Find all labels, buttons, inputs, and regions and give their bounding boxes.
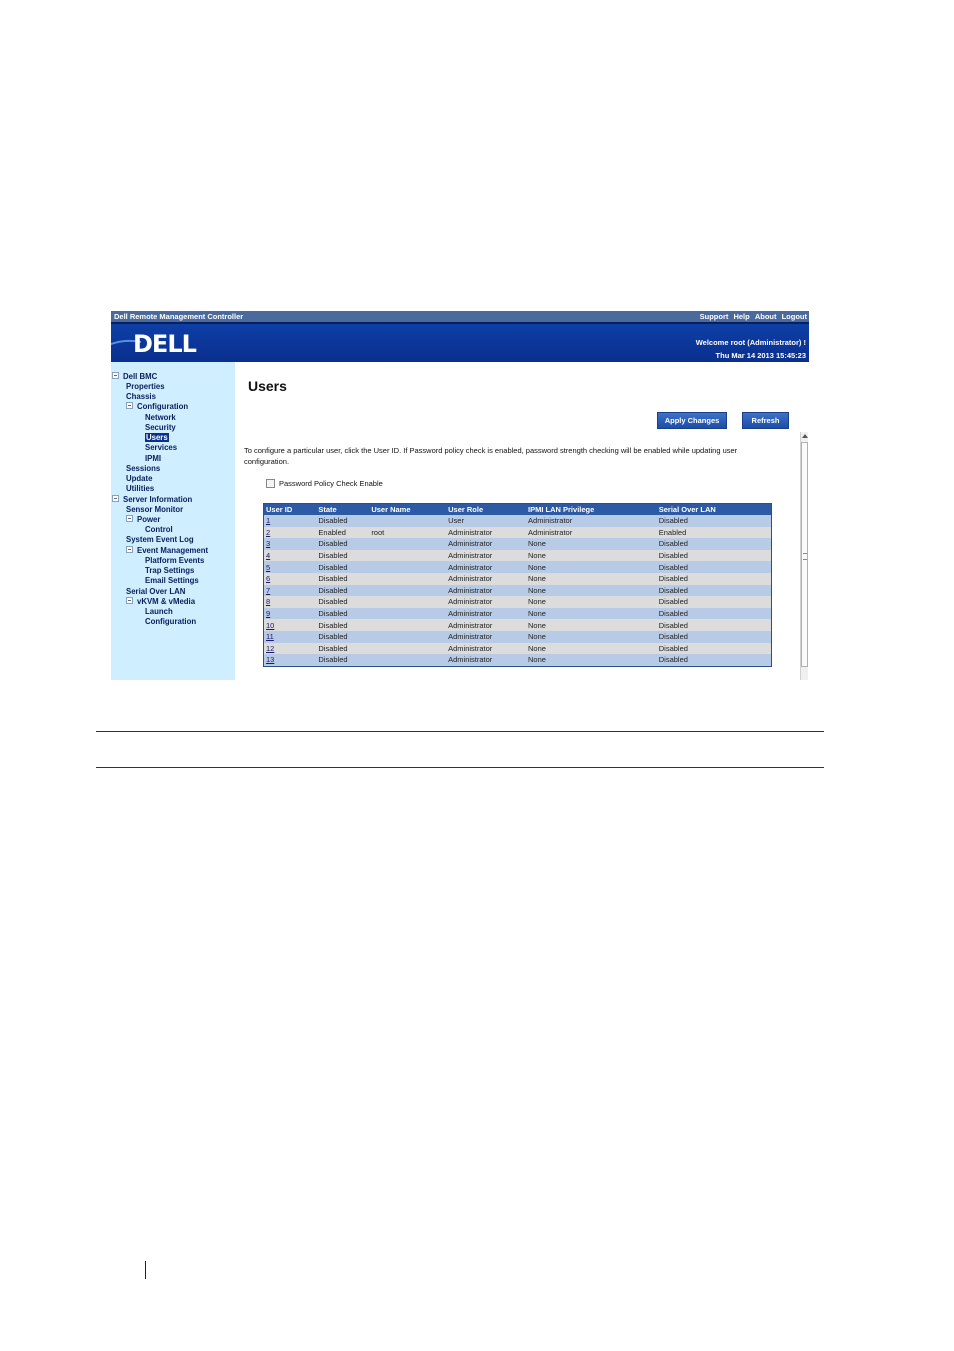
collapse-icon[interactable] [126, 515, 133, 522]
col-header-state[interactable]: State [316, 504, 369, 516]
tree-item-properties[interactable]: Properties [126, 382, 165, 391]
cell-user-name [369, 643, 446, 655]
cell-user-id[interactable]: 11 [264, 631, 317, 643]
tree-item-server-information[interactable]: Server Information [112, 495, 192, 504]
cell-user-role: Administrator [446, 608, 526, 620]
cell-user-role: Administrator [446, 561, 526, 573]
table-row [264, 538, 772, 550]
cell-user-name [369, 561, 446, 573]
cell-serial-over-lan: Disabled [657, 608, 772, 620]
cell-ipmi-lan-privilege: None [526, 550, 657, 562]
cell-user-id[interactable]: 8 [264, 596, 317, 608]
tree-item-event-management[interactable]: Event Management [126, 546, 208, 555]
cell-user-id[interactable]: 2 [264, 527, 317, 539]
cell-ipmi-lan-privilege: None [526, 643, 657, 655]
cell-user-id[interactable]: 6 [264, 573, 317, 585]
tree-item-email-settings[interactable]: Email Settings [145, 576, 199, 585]
col-header-user-role[interactable]: User Role [446, 504, 526, 516]
instructions-text: To configure a particular user, click the User ID. If Password policy check is enabled, password strength checking will be enabled while updating user configuration. [244, 446, 738, 466]
cell-serial-over-lan: Disabled [657, 573, 772, 585]
apply-changes-button[interactable]: Apply Changes [657, 412, 727, 429]
datetime-text: Thu Mar 14 2013 15:45:23 [715, 351, 806, 360]
scroll-thumb[interactable] [801, 442, 808, 667]
col-header-serial-over-lan[interactable]: Serial Over LAN [657, 504, 772, 516]
cell-ipmi-lan-privilege: None [526, 631, 657, 643]
cell-ipmi-lan-privilege: None [526, 585, 657, 597]
cell-serial-over-lan: Enabled [657, 527, 772, 539]
caption-rule-bottom [96, 767, 824, 768]
tree-item-security[interactable]: Security [145, 423, 176, 432]
cell-state: Disabled [316, 631, 369, 643]
tree-item-trap-settings[interactable]: Trap Settings [145, 566, 195, 575]
cell-state: Disabled [316, 515, 369, 527]
table-row [264, 573, 772, 585]
cell-state: Disabled [316, 573, 369, 585]
cell-user-name [369, 654, 446, 666]
cell-serial-over-lan: Disabled [657, 561, 772, 573]
cell-user-role: Administrator [446, 550, 526, 562]
tree-item-chassis[interactable]: Chassis [126, 392, 156, 401]
col-header-user-id[interactable]: User ID [264, 504, 317, 516]
tree-item-control[interactable]: Control [145, 525, 173, 534]
cell-user-name [369, 573, 446, 585]
cell-state: Disabled [316, 608, 369, 620]
app-title: Dell Remote Management Controller [114, 312, 244, 321]
logout-link[interactable]: Logout [781, 312, 807, 321]
cell-serial-over-lan: Disabled [657, 631, 772, 643]
table-row [264, 515, 772, 527]
cell-state: Disabled [316, 619, 369, 631]
help-link[interactable]: Help [733, 312, 750, 321]
cell-ipmi-lan-privilege: None [526, 596, 657, 608]
cell-ipmi-lan-privilege: None [526, 608, 657, 620]
password-policy-label: Password Policy Check Enable [279, 479, 383, 488]
tree-item-configuration[interactable]: Configuration [126, 402, 188, 411]
cell-serial-over-lan: Disabled [657, 538, 772, 550]
top-bar [111, 311, 809, 322]
table-row [264, 561, 772, 573]
table-row [264, 619, 772, 631]
cell-user-name [369, 550, 446, 562]
page-margin-mark [145, 1261, 146, 1279]
cell-user-role: Administrator [446, 631, 526, 643]
cell-user-id[interactable]: 13 [264, 654, 317, 666]
cell-user-name: root [369, 527, 446, 539]
cell-ipmi-lan-privilege: None [526, 538, 657, 550]
tree-item-dell-bmc[interactable]: Dell BMC [112, 372, 157, 381]
cell-user-id[interactable]: 10 [264, 619, 317, 631]
tree-item-network[interactable]: Network [145, 413, 176, 422]
welcome-block [696, 336, 806, 362]
cell-user-id[interactable]: 1 [264, 515, 317, 527]
cell-serial-over-lan: Disabled [657, 654, 772, 666]
tree-item-sensor-monitor[interactable]: Sensor Monitor [126, 505, 184, 514]
cell-user-role: Administrator [446, 585, 526, 597]
cell-ipmi-lan-privilege: Administrator [526, 515, 657, 527]
tree-item-platform-events[interactable]: Platform Events [145, 556, 205, 565]
cell-user-name [369, 538, 446, 550]
cell-state: Enabled [316, 527, 369, 539]
cell-state: Disabled [316, 596, 369, 608]
cell-state: Disabled [316, 561, 369, 573]
tree-item-utilities[interactable]: Utilities [126, 484, 155, 493]
table-row [264, 585, 772, 597]
tree-item-vkvm-configuration[interactable]: Configuration [145, 617, 197, 626]
cell-user-id[interactable]: 5 [264, 561, 317, 573]
cell-ipmi-lan-privilege: None [526, 573, 657, 585]
cell-serial-over-lan: Disabled [657, 643, 772, 655]
collapse-icon[interactable] [126, 597, 133, 604]
cell-user-id[interactable]: 3 [264, 538, 317, 550]
cell-state: Disabled [316, 643, 369, 655]
cell-user-role: Administrator [446, 654, 526, 666]
table-row [264, 527, 772, 539]
cell-ipmi-lan-privilege: None [526, 654, 657, 666]
cell-user-id[interactable]: 9 [264, 608, 317, 620]
tree-item-power[interactable]: Power [126, 515, 160, 524]
cell-ipmi-lan-privilege: None [526, 561, 657, 573]
cell-user-name [369, 619, 446, 631]
cell-ipmi-lan-privilege: None [526, 619, 657, 631]
collapse-icon[interactable] [112, 495, 119, 502]
table-row [264, 654, 772, 666]
vertical-scrollbar[interactable] [800, 432, 808, 680]
main-content [235, 362, 809, 680]
table-row [264, 596, 772, 608]
grip-icon [803, 553, 807, 560]
col-header-user-name[interactable]: User Name [369, 504, 446, 516]
cell-user-role: Administrator [446, 538, 526, 550]
cell-ipmi-lan-privilege: Administrator [526, 527, 657, 539]
cell-user-role: Administrator [446, 573, 526, 585]
nav-tree [111, 362, 235, 680]
cell-user-role: Administrator [446, 643, 526, 655]
table-row [264, 550, 772, 562]
cell-user-role: User [446, 515, 526, 527]
tree-item-vkvm-vmedia[interactable]: vKVM & vMedia [126, 597, 195, 606]
cell-state: Disabled [316, 654, 369, 666]
cell-user-id[interactable]: 7 [264, 585, 317, 597]
col-header-ipmi-lan-privilege[interactable]: IPMI LAN Privilege [526, 504, 657, 516]
tree-item-serial-over-lan[interactable]: Serial Over LAN [126, 587, 186, 596]
cell-user-id[interactable]: 4 [264, 550, 317, 562]
cell-state: Disabled [316, 585, 369, 597]
table-row [264, 608, 772, 620]
dell-logo: DELL [133, 330, 196, 358]
table-row [264, 631, 772, 643]
cell-user-name [369, 631, 446, 643]
header-banner [111, 322, 809, 362]
tree-item-services[interactable]: Services [145, 443, 178, 452]
cell-state: Disabled [316, 538, 369, 550]
password-policy-row [266, 479, 383, 489]
tree-item-launch[interactable]: Launch [145, 607, 173, 616]
cell-state: Disabled [316, 550, 369, 562]
cell-user-name [369, 608, 446, 620]
cell-user-name [369, 596, 446, 608]
cell-serial-over-lan: Disabled [657, 619, 772, 631]
cell-serial-over-lan: Disabled [657, 515, 772, 527]
cell-user-role: Administrator [446, 596, 526, 608]
cell-serial-over-lan: Disabled [657, 550, 772, 562]
tree-item-system-event-log[interactable]: System Event Log [126, 535, 194, 544]
cell-user-role: Administrator [446, 527, 526, 539]
tree-item-users[interactable]: Users [146, 433, 168, 442]
refresh-button[interactable]: Refresh [742, 412, 789, 429]
caption-rule-top [96, 731, 824, 732]
collapse-icon[interactable] [112, 372, 119, 379]
table-row [264, 643, 772, 655]
scroll-up-arrow-icon[interactable] [802, 434, 808, 438]
table-header-row [264, 504, 772, 516]
cell-user-role: Administrator [446, 619, 526, 631]
tree-item-sessions[interactable]: Sessions [126, 464, 161, 473]
collapse-icon[interactable] [126, 402, 133, 409]
password-policy-checkbox[interactable] [266, 479, 275, 488]
bmc-screenshot [111, 311, 809, 680]
cell-user-name [369, 515, 446, 527]
top-links [697, 312, 807, 321]
page-title: Users [248, 378, 287, 394]
support-link[interactable]: Support [699, 312, 729, 321]
about-link[interactable]: About [754, 312, 777, 321]
collapse-icon[interactable] [126, 546, 133, 553]
tree-item-ipmi[interactable]: IPMI [145, 454, 162, 463]
cell-serial-over-lan: Disabled [657, 585, 772, 597]
tree-item-update[interactable]: Update [126, 474, 153, 483]
cell-serial-over-lan: Disabled [657, 596, 772, 608]
users-table [263, 503, 772, 667]
welcome-text: Welcome root (Administrator) ! [695, 338, 806, 347]
cell-user-name [369, 585, 446, 597]
cell-user-id[interactable]: 12 [264, 643, 317, 655]
